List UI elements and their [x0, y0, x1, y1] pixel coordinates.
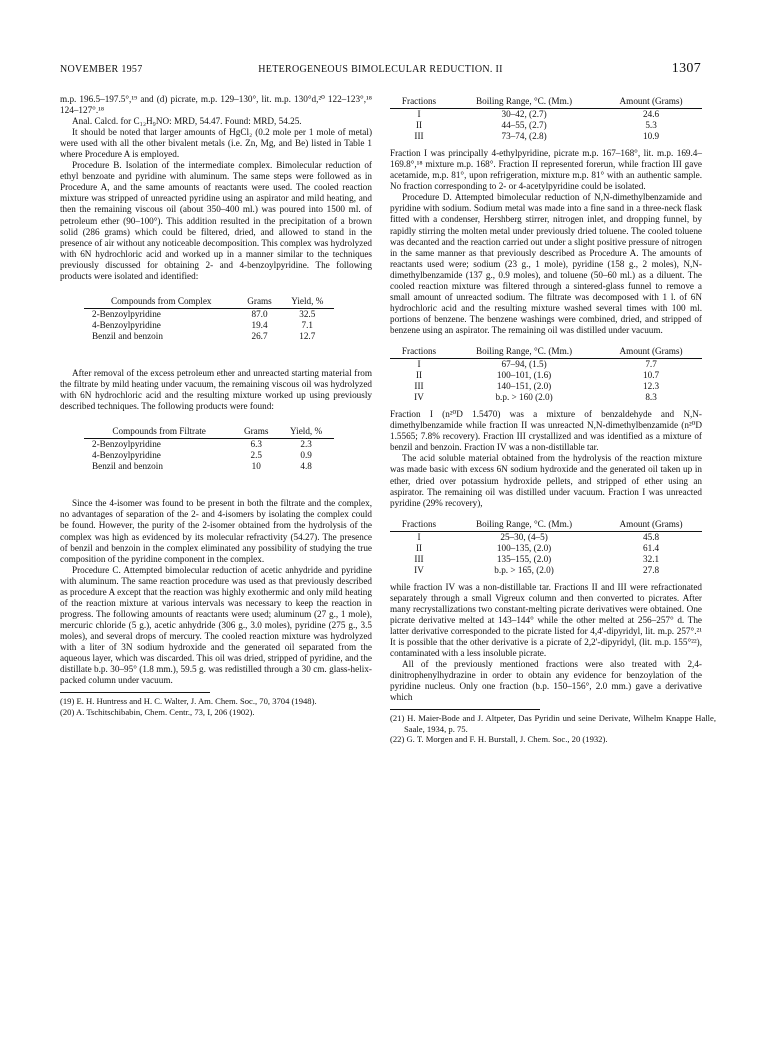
- procedure-b-paragraph: Procedure B. Isolation of the intermediate complex. Bimolecular reduction of ethyl benzoate and pyridine with aluminum. The same steps were followed as in Procedure A, and the same amounts of reactants were used. The cooled reaction mixture was stripped of unreacted pyridine using an aspirator and mild heating, and then the remaining viscous oil (about 350–400 ml.) was poured into 1500 ml. of petroleum ether (90–100°). This addition resulted in the precipitation of a brown solid (286 grams) which could be filtered, dried, and allowed to stand in the presence of air without any noticeable decomposition. This complex was hydrolyzed with 6N hydrochloric acid and worked up in a manner similar to the techniques previously discussed for obtaining 2- and 4-benzoylpyridine. The following products were isolated and identified:: [60, 160, 372, 281]
- fractions-table-3: [390, 519, 702, 576]
- table-header: Fractions: [390, 346, 448, 359]
- procedure-c-paragraph: Procedure C. Attempted bimolecular reduction of acetic anhydride and pyridine with aluminum. The same reaction procedure was used as that previously described as procedure A except that the reaction was highly exothermic and only mild heating of the reaction mixture at various intervals was necessary to keep the reaction in progress. The following amounts of reactants were used; aluminum (27 g., 1 mole), mercuric chloride (5 g.), acetic anhydride (306 g., 3.0 moles), pyridine (275 g., 3.5 moles), and several drops of mercury. The cooled reaction mixture was hydrolyzed with a liter of 3N sodium hydroxide and the generated oil separated from the aqueous layer, which was discarded. This oil was dried, stripped of pyridine, and the distillate b.p. 30–95° (1.8 mm.), 59.5 g. was redistilled through a 30 cm. glass-helix-packed column under vacuum.: [60, 564, 372, 686]
- paragraph: The acid soluble material obtained from the hydrolysis of the reaction mixture was made basic with excess 6N sodium hydroxide and the generated oil taken up in ether, dried over potassium hydroxide pellets, and stripped of ether using an aspirator. The remaining oil was distilled under vacuum. Fraction I was unreacted pyridine (29% recovery),: [390, 453, 702, 508]
- footnote: (19) E. H. Huntress and H. C. Walter, J. Am. Chem. Soc., 70, 3704 (1948).: [60, 696, 317, 707]
- left-column: [60, 94, 372, 717]
- table-header: Fractions: [390, 519, 448, 532]
- procedure-d-paragraph: Procedure D. Attempted bimolecular reduction of N,N-dimethylbenzamide and pyridine with sodium. Sodium metal was made into a fine sand in a three-neck flask fitted with a condenser, Hershberg stirrer, nitrogen inlet, and dropping funnel, by rapidly stirring the molten metal under previously dried toluene. The cooled toluene was decanted and the reaction carried out under a slight positive pressure of nitrogen in the same manner as that previously described as Procedure A. The amounts of reactants used were; sodium (23 g., 1 mole), pyridine (158 g., 2 moles), N,N-dimethylbenzamide (137 g., 0.9 moles), and toluene (50–60 ml.) as a diluent. The cooled reaction mixture was filtered through a sintered-glass funnel to remove a small amount of unreacted sodium. The filtrate was decomposed with 1 l. of 6N hydrochloric acid and the resulting mixture washed several times with 100 ml. portions of benzene. The benzene washings were combined, dried, and stripped of benzene using an aspirator. The remaining oil was distilled under vacuum.: [390, 192, 702, 335]
- analysis-paragraph: Anal. Calcd. for C₁₂H₉NO: MRD, 54.47. Found: MRD, 54.25.: [72, 116, 302, 127]
- table-row: 4-Benzoylpyridine 2.5 0.9: [92, 450, 312, 461]
- journal-page: [60, 61, 716, 1042]
- right-column: [390, 94, 716, 745]
- table-header: Grams: [238, 296, 280, 309]
- table-header: Boiling Range, °C. (Mm.): [448, 346, 600, 359]
- footnote: (21) H. Maier-Bode and J. Altpeter, Das Pyridin und seine Derivate, Wilhelm Knappe Halle, Saale, 1934, p. 75.: [390, 713, 716, 734]
- table-row: I 30–42, (2.7) 24.6: [417, 109, 660, 120]
- header-date: NOVEMBER 1957: [60, 64, 143, 75]
- table-header: Boiling Range, °C. (Mm.): [448, 96, 600, 109]
- paragraph: Fraction I was principally 4-ethylpyridine, picrate m.p. 167–168°, lit. m.p. 169.4–169.8°,¹⁸ mixture m.p. 168°. Fraction II represented forerun, while fraction III gave acetamide, m.p. 81°, upon refrigeration, mixture m.p. 81° with an authentic sample. No fraction corresponding to 2- or 4-acetylpyridine could be isolated.: [390, 148, 702, 192]
- table-row: 4-Benzoylpyridine 19.4 7.1: [92, 319, 314, 330]
- table-header: Amount (Grams): [600, 519, 702, 532]
- table-header: Amount (Grams): [600, 346, 702, 359]
- table-header: Yield, %: [281, 296, 334, 309]
- table-row: II 100–101, (1.6) 10.7: [415, 370, 660, 381]
- table-header: Compounds from Filtrate: [84, 426, 234, 439]
- paragraph: All of the previously mentioned fractions were also treated with 2,4-dinitrophenylhydrazine in order to obtain any evidence for benzoylation of the pyridine nucleus. Only one fraction (b.p. 150–156°, 2.0 mm.) gave a derivative which: [390, 659, 702, 703]
- table-row: I 25–30, (4–5) 45.8: [417, 531, 660, 542]
- header-title: HETEROGENEOUS BIMOLECULAR REDUCTION. II: [258, 64, 503, 75]
- paragraph: m.p. 196.5–197.5°,¹⁹ and (d) picrate, m.p. 129–130°, lit. m.p. 130°d,²⁰ 122–123°,¹⁸ 124–127°.¹⁸: [60, 94, 372, 116]
- table-row: II 100–135, (2.0) 61.4: [415, 542, 660, 553]
- table-row: IV b.p. > 165, (2.0) 27.8: [414, 564, 660, 575]
- table-row: III 140–151, (2.0) 12.3: [414, 381, 660, 392]
- table-header: Amount (Grams): [600, 96, 702, 109]
- complex-products-table: [84, 296, 334, 342]
- table-header: Grams: [234, 426, 278, 439]
- page-number: 1307: [671, 61, 701, 76]
- table-header: Yield, %: [278, 426, 334, 439]
- table-header: Compounds from Complex: [84, 296, 238, 309]
- table-row: 2-Benzoylpyridine 6.3 2.3: [92, 439, 312, 450]
- paragraph: It should be noted that larger amounts of HgCl₂ (0.2 mole per 1 mole of metal) were used with all the other bivalent metals (i.e. Zn, Mg, and Be) listed in Table 1 where Procedure A is employed.: [60, 127, 372, 160]
- table-header: Fractions: [390, 96, 448, 109]
- filtrate-products-table: [84, 426, 334, 472]
- fractions-table-2: [390, 346, 702, 403]
- running-header: [60, 62, 701, 80]
- fractions-table-1: [390, 96, 702, 142]
- paragraph: After removal of the excess petroleum ether and unreacted starting material from the filtrate by mild heating under vacuum, the remaining viscous oil was hydrolyzed with 6N hydrochloric acid and the resulting mixture worked up using previously described techniques. The following products were found:: [60, 367, 372, 412]
- paragraph: Since the 4-isomer was found to be present in both the filtrate and the complex, no advantages of separation of the 2- and 4-isomers by isolating the complex could be found. However, the purity of the 2-isomer obtained from the hydrolysis of the complex was high as evidenced by its molecular refractivity (54.27). The presence of benzil and benzoin in the complex eliminated any possibility of studying the true composition of the pyridine component in the complex.: [60, 498, 372, 564]
- table-row: II 44–55, (2.7) 5.3: [415, 120, 657, 131]
- table-row: 2-Benzoylpyridine 87.0 32.5: [92, 308, 316, 319]
- table-row: IV b.p. > 160 (2.0) 8.3: [414, 392, 657, 403]
- footnote: (20) A. Tschitschibabin, Chem. Centr., 73, I, 206 (1902).: [60, 706, 255, 717]
- paragraph: while fraction IV was a non-distillable tar. Fractions II and III were refractionated separately through a small Vigreux column and then converted to picrates. After many recrystallizations two constant-melting picrate derivatives were obtained. One picrate derivative melted at 143–144° while the other melted at 256–257° d. The latter derivative corresponded to the picrate listed for 4,4'-dipyridyl, lit. m.p. 257°.²¹ It is possible that the other derivative is a picrate of 2,2'-dipyridyl, (lit. m.p. 155°²²), contaminated with a less insoluble picrate.: [390, 581, 702, 659]
- table-row: III 73–74, (2.8) 10.9: [414, 131, 660, 142]
- table-row: Benzil and benzoin 26.7 12.7: [92, 330, 316, 341]
- table-row: III 135–155, (2.0) 32.1: [414, 553, 660, 564]
- table-header: Boiling Range, °C. (Mm.): [448, 519, 600, 532]
- paragraph: Fraction I (n²⁰D 1.5470) was a mixture of benzaldehyde and N,N-dimethylbenzamide while fraction II was unreacted N,N-dimethylbenzamide (n²⁰D 1.5565; 7.8% recovery). Fraction III crystallized and was identified as a mixture of benzil and benzoin. Fraction IV was a non-distillable tar.: [390, 409, 702, 453]
- table-row: I 67–94, (1.5) 7.7: [417, 359, 657, 370]
- table-row: Benzil and benzoin 10 4.8: [92, 461, 312, 472]
- footnote: (22) G. T. Morgen and F. H. Burstall, J. Chem. Soc., 20 (1932).: [390, 734, 608, 745]
